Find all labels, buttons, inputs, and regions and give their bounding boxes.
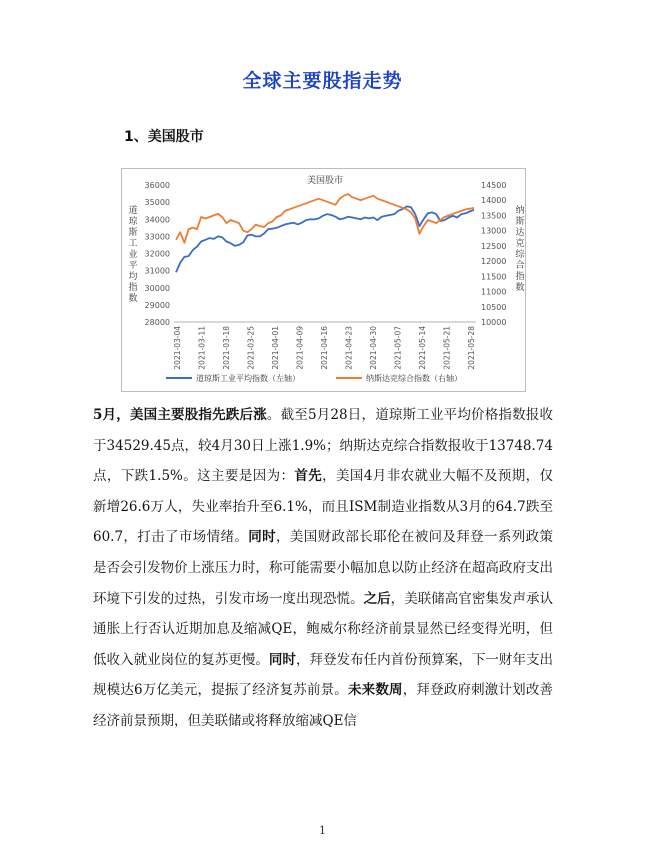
left-axis-tick-label: 30000 (144, 283, 170, 293)
page-title: 全球主要股指走势 (242, 70, 403, 92)
x-tick-label: 2021-05-28 (467, 326, 476, 370)
x-tick-label: 2021-04-30 (369, 326, 378, 370)
x-tick-label: 2021-04-23 (344, 326, 354, 370)
right-axis-tick-label: 14500 (481, 181, 507, 190)
body-paragraph (93, 400, 553, 737)
right-axis-tick-label: 12000 (481, 257, 507, 267)
right-axis-tick-label: 10000 (481, 318, 507, 327)
section-heading: 1、美国股市 (124, 129, 204, 145)
bold-text-run: 同时 (268, 651, 296, 668)
left-axis-tick-label: 28000 (144, 318, 170, 327)
x-tick-label: 2021-04-16 (320, 326, 329, 370)
right-axis-tick-label: 12500 (481, 241, 507, 251)
left-axis-tick-label: 29000 (144, 300, 170, 310)
x-tick-label: 2021-03-18 (222, 326, 231, 370)
text-run: ，拜登政府刺激计划改善经济前景预期，但美联储或将释放缩减QE信 (93, 682, 554, 729)
bold-text-run: 之后 (363, 590, 391, 607)
left-axis-tick-label: 35000 (144, 198, 170, 208)
x-tick-label: 2021-05-07 (393, 326, 403, 370)
right-axis-label: 纳斯达克综合指数 (515, 206, 525, 293)
legend-label-dow-jones: 道琼斯工业平均指数（左轴） (196, 374, 300, 383)
x-tick-label: 2021-03-25 (246, 326, 256, 370)
page-number: 1 (319, 824, 326, 837)
left-axis-tick-label: 32000 (144, 249, 170, 259)
left-axis-tick-label: 31000 (144, 266, 170, 276)
chart-canvas (122, 169, 525, 391)
left-axis-tick-label: 33000 (144, 232, 170, 242)
bold-text-run: 未来数周 (348, 682, 403, 699)
x-tick-label: 2021-03-04 (173, 326, 182, 370)
chart-title: 美国股市 (306, 176, 344, 186)
text-run: 。截至5月28日，道琼斯工业平均价格指数报收于34529.45点，较4月30日上涨1.9%；纳斯达克综合指数报收于13748.74点，下跌1.5%。这主要是因为： (93, 407, 553, 485)
right-axis-tick-label: 10500 (481, 302, 507, 312)
text-run: ，拜登发布任内首份预算案，下一财年支出规模达6万亿美元，提振了经济复苏前景。 (93, 651, 554, 699)
right-axis-tick-label: 13500 (481, 211, 507, 221)
text-run: ，美国财政部长耶伦在被问及拜登一系列政策是否会引发物价上涨压力时，称可能需要小幅加息以防止经济在超高政府支出环境下引发的过热，引发市场一度出现恐慌。 (93, 529, 554, 607)
bold-text-run: 首先 (294, 468, 323, 485)
series-line-nasdaq (176, 194, 474, 243)
right-axis-tick-label: 11000 (481, 287, 507, 297)
left-axis-label: 道琼斯工业平均指数 (128, 206, 138, 304)
text-run: ，美国4月非农就业大幅不及预期，仅新增26.6万人，失业率抬升至6.1%，而且ISM制造业指数从3月的64.7跌至60.7，打击了市场情绪。 (93, 468, 553, 546)
left-axis-tick-label: 36000 (144, 181, 170, 190)
x-tick-label: 2021-03-11 (197, 326, 207, 370)
left-axis-tick-label: 34000 (144, 215, 170, 225)
x-tick-label: 2021-05-14 (418, 326, 427, 370)
right-axis-tick-label: 11500 (481, 272, 507, 282)
text-run: ，美联储高官密集发声承认通胀上行否认近期加息及缩减QE，鲍威尔称经济前景显然已经变得光明，但低收入就业岗位的复苏更慢。 (93, 590, 554, 668)
bold-text-run: 同时 (248, 529, 276, 546)
x-tick-label: 2021-04-09 (295, 326, 305, 370)
x-tick-label: 2021-04-01 (271, 326, 280, 370)
us-stock-chart (121, 168, 526, 392)
right-axis-tick-label: 13000 (481, 226, 507, 236)
right-axis-tick-label: 14000 (481, 196, 507, 206)
x-tick-label: 2021-05-21 (442, 326, 452, 370)
bold-text-run: 5月，美国主要股指先跌后涨 (93, 407, 267, 423)
legend-label-nasdaq: 纳斯达克综合指数（右轴） (366, 374, 462, 383)
